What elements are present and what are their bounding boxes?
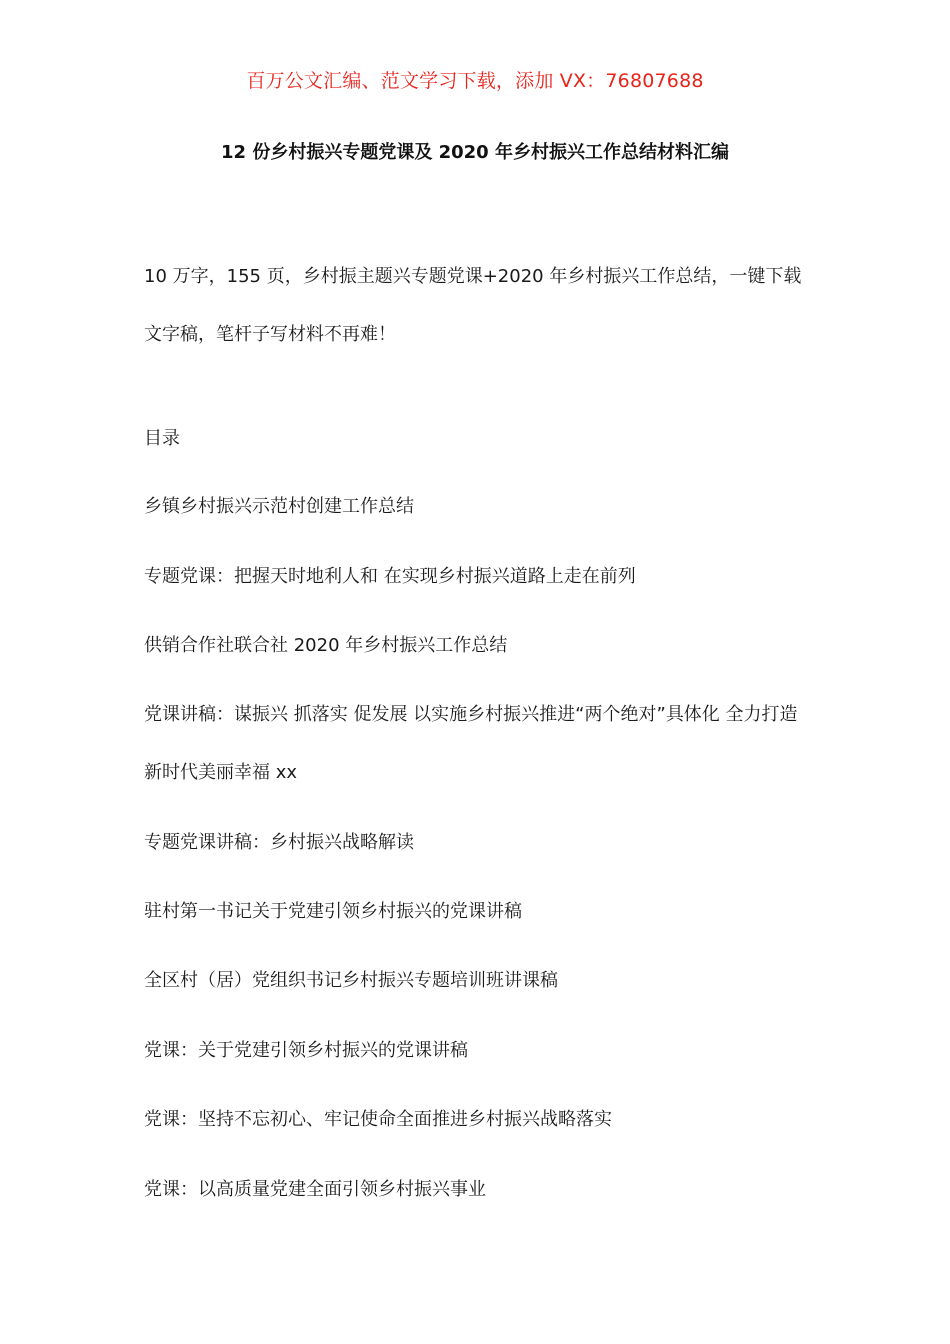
toc-item: 党课：关于党建引领乡村振兴的党课讲稿 [144, 1040, 468, 1061]
toc-item: 专题党课讲稿：乡村振兴战略解读 [144, 832, 414, 853]
toc-item: 党课：坚持不忘初心、牢记使命全面推进乡村振兴战略落实 [144, 1109, 612, 1130]
toc-item: 驻村第一书记关于党建引领乡村振兴的党课讲稿 [144, 901, 522, 922]
toc-item: 党课：以高质量党建全面引领乡村振兴事业 [144, 1179, 486, 1200]
toc-item: 专题党课：把握天时地利人和 在实现乡村振兴道路上走在前列 [144, 566, 636, 587]
document-title: 12 份乡村振兴专题党课及 2020 年乡村振兴工作总结材料汇编 [221, 142, 729, 163]
promo-banner: 百万公文汇编、范文学习下载，添加 VX：76807688 [246, 70, 704, 92]
toc-item: 党课讲稿：谋振兴 抓落实 促发展 以实施乡村振兴推进“两个绝对”具体化 全力打造新时代美丽幸福 xx [144, 704, 798, 783]
toc-item: 供销合作社联合社 2020 年乡村振兴工作总结 [144, 635, 508, 656]
toc-item: 乡镇乡村振兴示范村创建工作总结 [144, 496, 414, 517]
intro-paragraph: 10 万字，155 页，乡村振主题兴专题党课+2020 年乡村振兴工作总结，一键下载文字稿，笔杆子写材料不再难！ [144, 266, 802, 345]
toc-heading: 目录 [144, 428, 180, 449]
toc-item: 全区村（居）党组织书记乡村振兴专题培训班讲课稿 [144, 970, 558, 991]
